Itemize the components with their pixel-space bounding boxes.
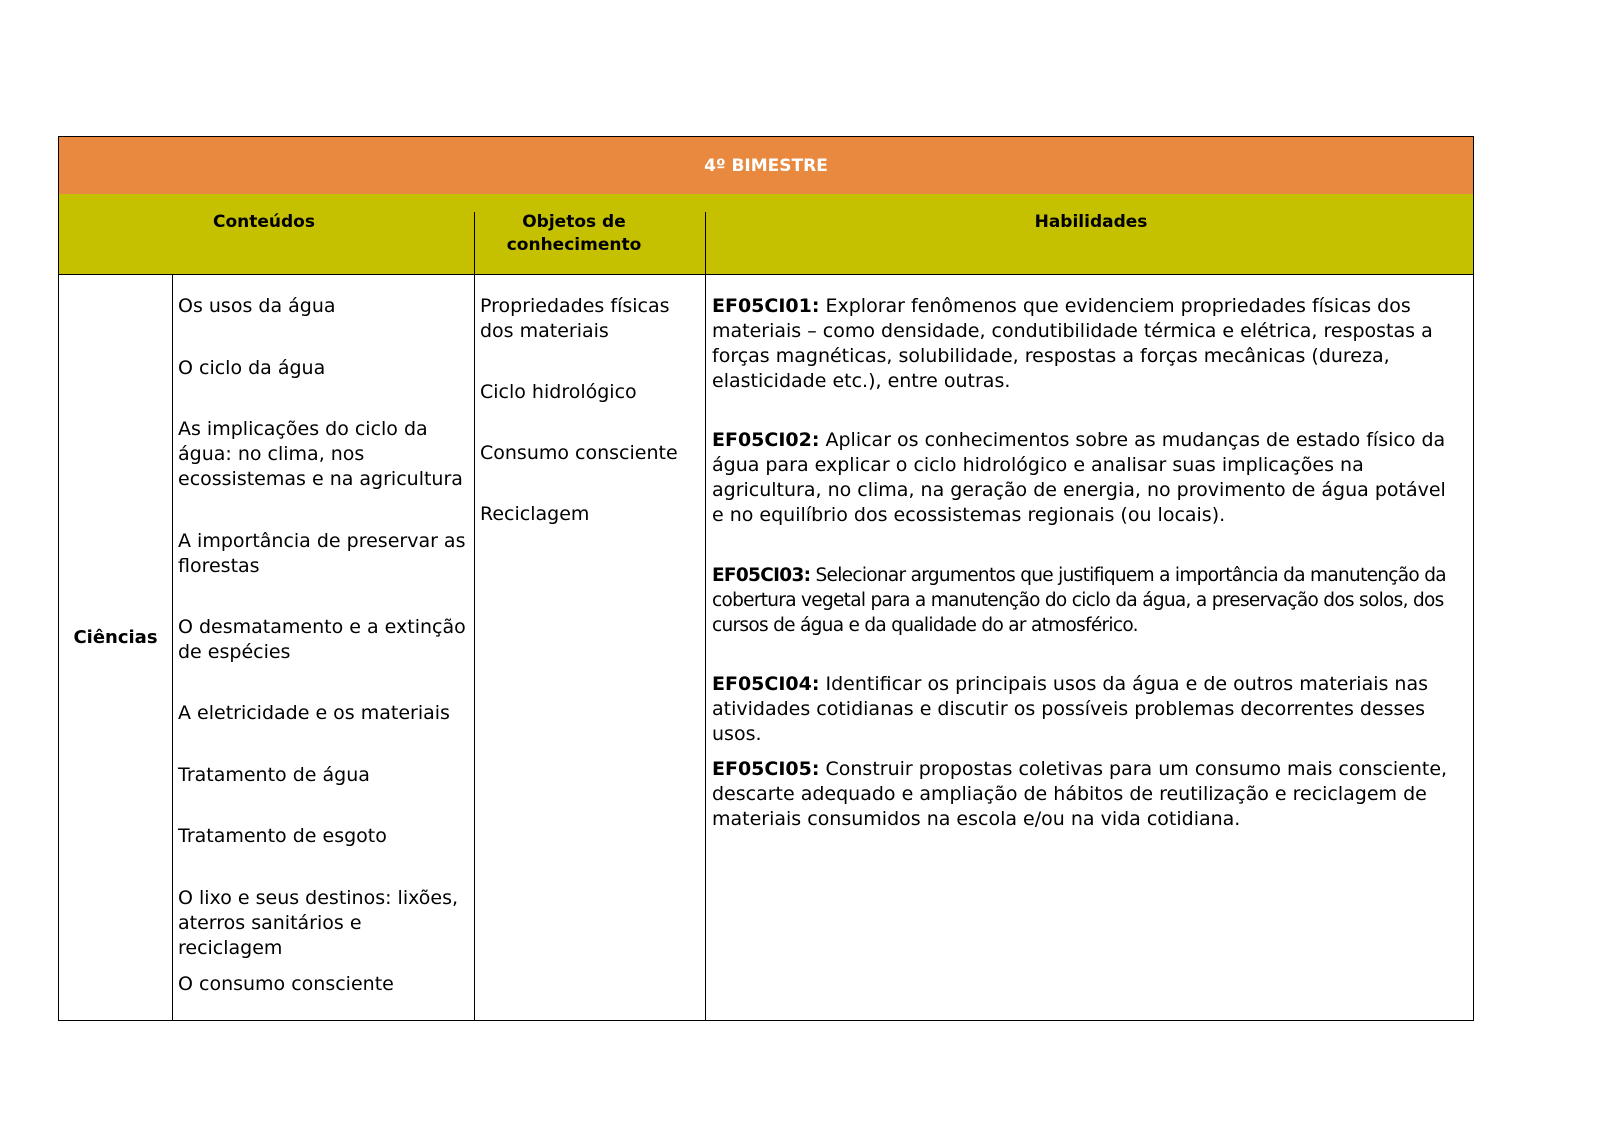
habilidade-code: EF05CI02: — [712, 429, 820, 451]
habilidade-text: Selecionar argumentos que justifiquem a importância da manutenção da cobertura vegetal para a manutenção do ciclo da água, a preservação dos solos, dos cursos de água e da qualidade do ar atmosférico. — [712, 565, 1446, 636]
habilidade-text: Construir propostas coletivas para um consumo mais consciente, descarte adequado e ampliação de hábitos de reutilização e reciclagem de materiais consumidos na escola e/ou na vida cotidiana. — [712, 758, 1448, 830]
habilidade-text: Identificar os principais usos da água e de outros materiais nas atividades cotidianas e discutir os possíveis problemas decorrentes desses usos. — [712, 673, 1429, 745]
habilidade-item — [712, 757, 1460, 832]
column-divider — [172, 275, 173, 1020]
header-row — [59, 194, 1473, 275]
ciencias-row — [59, 275, 1473, 1020]
header-habilidades: Habilidades — [1034, 212, 1148, 232]
conteudo-item: O desmatamento e a extinção de espécies — [178, 616, 466, 663]
habilidade-code: EF05CI03: — [712, 565, 811, 586]
habilidade-code: EF05CI05: — [712, 758, 820, 780]
objeto-item: Consumo consciente — [480, 442, 678, 464]
header-conteudos: Conteúdos — [213, 212, 315, 232]
column-divider — [474, 275, 475, 1020]
conteudo-item: O consumo consciente — [178, 973, 394, 995]
habilidade-code: EF05CI01: — [712, 295, 820, 317]
conteudo-item: O lixo e seus destinos: lixões, aterros sanitários e reciclagem — [178, 887, 459, 959]
objeto-item: Propriedades físicas dos materiais — [480, 295, 670, 342]
conteudo-item: O ciclo da água — [178, 357, 326, 379]
habilidade-item — [712, 563, 1460, 638]
conteudo-item: Tratamento de esgoto — [178, 825, 387, 847]
header-objetos: Objetos de conhecimento — [506, 212, 642, 255]
habilidade-text: Explorar fenômenos que evidenciem propriedades físicas dos materiais – como densidade, condutibilidade térmica e elétrica, respostas a forças magnéticas, solubilidade, respostas a forças mecânicas (dureza, elasticidade etc.), entre outras. — [712, 295, 1433, 392]
habilidade-text: Aplicar os conhecimentos sobre as mudanças de estado físico da água para explicar o ciclo hidrológico e analisar suas implicações na agricultura, no clima, na geração de energia, no provimento de água potável e no equilíbrio dos ecossistemas regionais (ou locais). — [712, 429, 1446, 526]
conteudo-item: As implicações do ciclo da água: no clima, nos ecossistemas e na agricultura — [178, 418, 463, 490]
subject-label: Ciências — [73, 627, 158, 648]
conteudo-item: A importância de preservar as florestas — [178, 530, 466, 577]
objeto-item: Ciclo hidrológico — [480, 381, 637, 403]
conteudo-item: Tratamento de água — [178, 764, 370, 786]
objeto-item: Reciclagem — [480, 503, 590, 525]
habilidade-item — [712, 672, 1460, 747]
conteudo-item: A eletricidade e os materiais — [178, 702, 450, 724]
column-divider — [705, 275, 706, 1020]
habilidade-code: EF05CI04: — [712, 673, 820, 695]
curriculum-table — [58, 136, 1474, 1021]
habilidade-item — [712, 428, 1460, 528]
habilidade-item — [712, 294, 1460, 394]
conteudo-item: Os usos da água — [178, 295, 336, 317]
header-divider — [474, 212, 475, 274]
header-divider — [705, 212, 706, 274]
bimester-title: 4º BIMESTRE — [59, 137, 1473, 194]
